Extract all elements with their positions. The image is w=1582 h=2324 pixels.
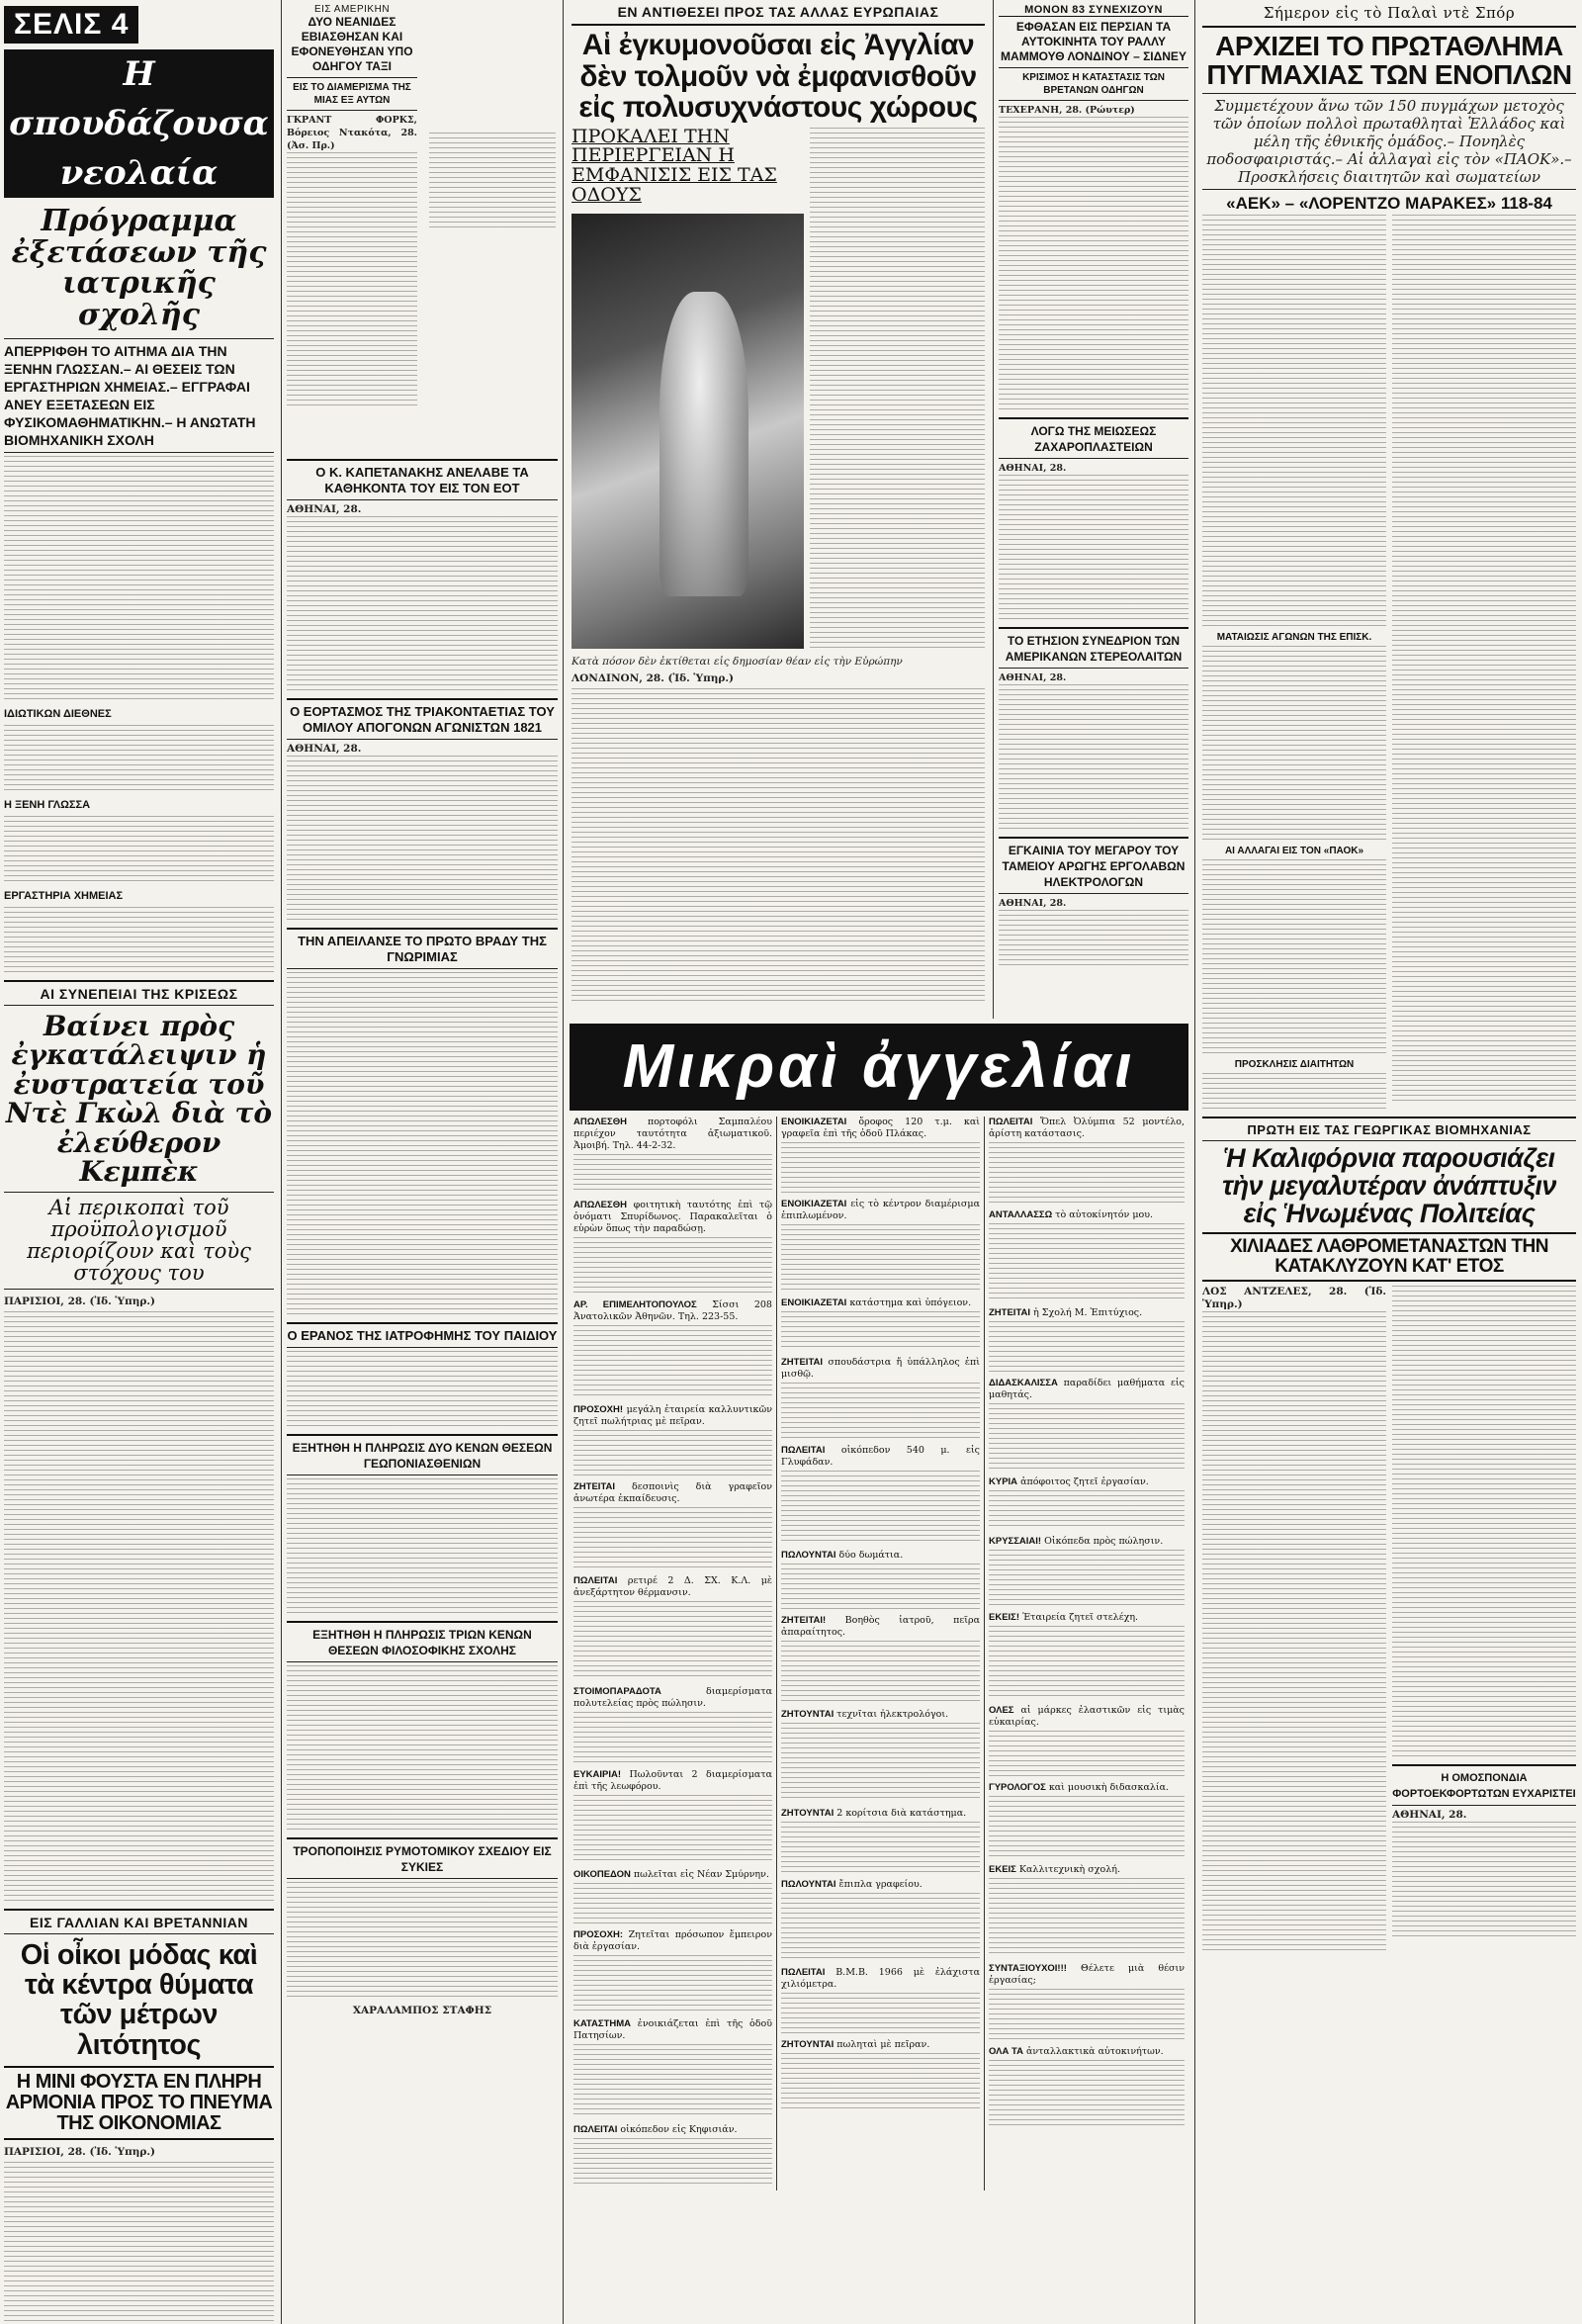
classified-ad: [573, 2018, 772, 2118]
c2-story1-kicker: ΕΙΣ ΑΜΕΡΙΚΗΝ: [313, 4, 391, 15]
classified-ad: [781, 1117, 980, 1193]
classified-ad: [989, 1782, 1185, 1858]
classified-ad-text: ἀνταλλακτικὰ αὐτοκινήτων.: [1025, 2046, 1164, 2057]
classified-ad: [781, 1199, 980, 1292]
classified-ad-head: ΑΡ. ΕΠΙΜΕΛΗΤΟΠΟΥΛΟΣ: [573, 1299, 697, 1310]
c34-subhead: ΠΡΟΚΑΛΕΙ ΤΗΝ ΠΕΡΙΕΡΓΕΙΑΝ Η ΕΜΦΑΝΙΣΙΣ ΕΙΣ ΤΑΣ ΟΔΟΥΣ: [571, 125, 777, 207]
classified-ad-head: ΖΗΤΕΙΤΑΙ: [989, 1307, 1031, 1318]
story1-subhead-3: ΕΡΓΑΣΤΗΡΙΑ ΧΗΜΕΙΑΣ: [4, 890, 124, 902]
classified-ad: [781, 1550, 980, 1609]
c6-score-label: «ΑΕΚ» – «ΛΟΡΕΝΤΖΟ ΜΑΡΑΚΕΣ» 118-84: [1226, 193, 1552, 213]
classified-ad: [573, 1299, 772, 1398]
classified-ad-text: Ὄπελ Ὀλύμπια 52 μοντέλο, ἀρίστη κατάστασις.: [989, 1117, 1185, 1139]
masthead: [4, 6, 274, 44]
c6-story2-kicker: ΠΡΩΤΗ ΕΙΣ ΤΑΣ ΓΕΩΡΓΙΚΑΣ ΒΙΟΜΗΧΑΝΙΑΣ: [1247, 1121, 1532, 1137]
classified-ad-head: ΖΗΤΕΙΤΑΙ: [781, 1357, 824, 1368]
classified-ad-head: ΑΠΩΛΕΣΘΗ: [573, 1117, 627, 1127]
classified-ad-text: παραδίδει μαθήματα εἰς μαθητάς.: [989, 1378, 1185, 1400]
classified-ad-head: ΕΝΟΙΚΙΑΖΕΤΑΙ: [781, 1199, 847, 1209]
classified-ad: [989, 1476, 1185, 1530]
classified-ad: [781, 1967, 980, 2033]
classified-ad-head: ΠΩΛΕΙΤΑΙ: [781, 1967, 826, 1978]
classified-ad-text: Βοηθὸς ἰατροῦ, πεῖρα ἀπαραίτητος.: [781, 1615, 980, 1638]
classified-ad: [989, 1864, 1185, 1957]
classified-ad-head: ΕΚΕΙΣ!: [989, 1612, 1020, 1623]
story2-body: [4, 1311, 274, 1905]
classified-ad-text: αἱ μάρκες ἐλαστικῶν εἰς τιμὰς εὐκαιρίας.: [989, 1705, 1185, 1728]
classified-ad-text: τεχνῖται ἠλεκτρολόγοι.: [836, 1709, 949, 1720]
story2-dateline: ΠΑΡΙΣΙΟΙ, 28. (Ἰδ. Ὑπηρ.): [4, 1295, 155, 1307]
classified-ad-text: εἰς τὸ κέντρον διαμέρισμα ἐπιπλωμένον.: [781, 1199, 980, 1221]
classified-ad-text: 2 κορίτσια διὰ κατάστημα.: [836, 1808, 967, 1819]
story1-subhead-2: Η ΞΕΝΗ ΓΛΩΣΣΑ: [4, 799, 91, 811]
classified-ad-head: ΠΩΛΕΙΤΑΙ: [989, 1117, 1033, 1127]
c2-story1-headline: ΔΥΟ ΝΕΑΝΙΔΕΣ ΕΒΙΑΣΘΗΣΑΝ ΚΑΙ ΕΦΟΝΕΥΘΗΣΑΝ ΥΠΟ ΟΔΗΓΟΥ ΤΑΞΙ: [291, 15, 413, 73]
c34-headline: Αἱ ἐγκυμονοῦσαι εἰς Ἀγγλίαν δὲν τολμοῦν νὰ ἐμφανισθοῦν εἰς πολυσυχνάστους χώρους: [578, 29, 978, 124]
classified-ad: [989, 1705, 1185, 1776]
classified-ad-head: ΖΗΤΕΙΤΑΙ: [573, 1481, 616, 1492]
classified-ad-text: Σίσσι 208 Ἀνατολικῶν Ἀθηνῶν. Τηλ. 223-55.: [573, 1299, 772, 1322]
classified-ad-text: ἔπιπλα γραφείου.: [838, 1879, 923, 1890]
classified-ad-head: ΚΥΡΙΑ: [989, 1476, 1018, 1487]
c5-story2-dateline: ΑΘΗΝΑΙ, 28.: [999, 463, 1067, 474]
c2-story1-dateline: ΓΚΡΑΝΤ ΦΟΡΚΣ, Βόρειος Ντακότα, 28. (Ἀσ. Πρ.): [287, 115, 417, 151]
c6-subhead-2: ΑΙ ΑΛΛΑΓΑΙ ΕΙΣ ΤΟΝ «ΠΑΟΚ»: [1224, 845, 1364, 856]
classified-ad-text: πορτοφόλι Σαμπαλέου περιέχον ταυτότητα ἀξιωματικοῦ. Ἀμοιβή. Τηλ. 44-2-32.: [573, 1117, 772, 1151]
classified-ad-text: ἡ Σχολή Μ. Ἐπιτύχιος.: [1033, 1307, 1143, 1318]
story1-body: [4, 456, 274, 703]
classifieds-column-1: [570, 1117, 777, 2190]
classified-ad: [989, 2046, 1185, 2128]
classified-ad-head: ΑΝΤΑΛΛΑΣΣΩ: [989, 1209, 1053, 1220]
classified-ad-text: Καλλιτεχνικὴ σχολή.: [1018, 1864, 1120, 1875]
classified-ad-head: ΣΥΝΤΑΞΙΟΥΧΟΙ!!!: [989, 1963, 1067, 1974]
classified-ad-head: ΠΩΛΕΙΤΑΙ: [573, 2124, 618, 2135]
classified-ad-head: ΟΛΑ ΤΑ: [989, 2046, 1023, 2057]
column-1: [0, 0, 280, 2324]
classified-ad-head: ΚΑΤΑΣΤΗΜΑ: [573, 2018, 632, 2029]
story3-headline: Οἱ οἶκοι μόδας καὶ τὰ κέντρα θύματα τῶν μέτρων λιτότητος: [20, 1938, 258, 2061]
classifieds-column-3: [985, 1117, 1188, 2190]
c34-dateline: ΛΟΝΔΙΝΟΝ, 28. (Ἰδ. Ὑπηρ.): [571, 671, 735, 684]
c34-body: [571, 688, 985, 1005]
c2-story4-headline: ΤΗΝ ΑΠΕΙΛΑΝΣΕ ΤΟ ΠΡΩΤΟ ΒΡΑΔΥ ΤΗΣ ΓΝΩΡΙΜΙΑΣ: [298, 934, 547, 964]
story1-headline: Πρόγραμμα ἐξετάσεων τῆς ιατρικῆς σχολῆς: [11, 204, 267, 332]
classified-ad-head: ΠΩΛΕΙΤΑΙ: [781, 1445, 826, 1456]
classified-ad-text: Πωλοῦνται 2 διαμερίσματα ἐπὶ τῆς λεωφόρου.: [573, 1769, 772, 1792]
c5-story3-dateline: ΑΘΗΝΑΙ, 28.: [999, 672, 1067, 683]
classified-ad-text: πωληταὶ μὲ πεῖραν.: [836, 2039, 930, 2050]
classified-ad-head: ΓΥΡΟΛΟΓΟΣ: [989, 1782, 1046, 1793]
classified-ad-head: ΠΩΛΟΥΝΤΑΙ: [781, 1879, 836, 1890]
c6-story2-subhead: ΧΙΛΙΑΔΕΣ ΛΑΘΡΟΜΕΤΑΝΑΣΤΩΝ ΤΗΝ ΚΑΤΑΚΛΥΖΟΥΝ ΚΑΤ' ΕΤΟΣ: [1202, 1232, 1576, 1282]
classified-ad: [781, 1357, 980, 1439]
classified-ad-head: ΠΡΟΣΟΧΗ!: [573, 1404, 624, 1415]
c34-kicker: ΕΝ ΑΝΤΙΘΕΣΕΙ ΠΡΟΣ ΤΑΣ ΑΛΛΑΣ ΕΥΡΩΠΑΙΑΣ: [617, 4, 939, 20]
classified-ad-text: δεσποινὶς διὰ γραφεῖον ἀνωτέρα ἐκπαίδευσις.: [573, 1481, 772, 1504]
classified-ad: [989, 1307, 1185, 1372]
story2-kicker: ΑΙ ΣΥΝΕΠΕΙΑΙ ΤΗΣ ΚΡΙΣΕΩΣ: [40, 986, 238, 1002]
story2-headline: Βαίνει πρὸς ἐγκατάλειψιν ἡ ἐυστρατεία τοῦ Ντὲ Γκὼλ διὰ τὸ ἐλεύθερον Κεμπὲκ: [5, 1010, 273, 1188]
c5-story1-headline: ΕΦΘΑΣΑΝ ΕΙΣ ΠΕΡΣΙΑΝ ΤΑ ΑΥΤΟΚΙΝΗΤΑ ΤΟΥ ΡΑΛΛΥ ΜΑΜΜΟΥΘ ΛΟΝΔΙΝΟΥ – ΣΙΔΝΕΥ: [1001, 20, 1186, 63]
classified-ad-text: πωλεῖται εἰς Νέαν Σμύρνην.: [633, 1869, 769, 1880]
classified-ad-text: σπουδάστρια ἤ ὑπάλληλος ἐπὶ μισθῷ.: [781, 1357, 980, 1380]
classified-ad-text: Οἰκόπεδα πρὸς πώλησιν.: [1044, 1536, 1164, 1547]
story1-deck: ΑΠΕΡΡΙΦΘΗ ΤΟ ΑΙΤΗΜΑ ΔΙΑ ΤΗΝ ΞΕΝΗΝ ΓΛΩΣΣΑΝ.– ΑΙ ΘΕΣΕΙΣ ΤΩΝ ΕΡΓΑΣΤΗΡΙΩΝ ΧΗΜΕΙΑΣ.– ΕΓΓΡΑΦΑΙ ΑΝΕΥ ΕΞΕΤΑΣΕΩΝ ΕΙΣ ΦΥΣΙΚΟΜΑΘΗΜΑΤΙΚΗΝ.– Η ΑΝΩΤΑΤΗ ΒΙΟΜΗΧΑΝΙΚΗ ΣΧΟΛΗ: [4, 343, 256, 448]
story2-subhead: Αἱ περικοπαὶ τοῦ προϋπολογισμοῦ περιορίζουν καὶ τοὺς στόχους του: [4, 1192, 274, 1289]
story3-body: [4, 2162, 274, 2324]
c5-story1-subhead: ΚΡΙΣΙΜΟΣ Η ΚΑΤΑΣΤΑΣΙΣ ΤΩΝ ΒΡΕΤΑΝΩΝ ΟΔΗΓΩΝ: [1022, 72, 1165, 96]
classified-ad: [989, 1536, 1185, 1606]
classified-ad: [781, 1615, 980, 1703]
c6-subhead-3: ΠΡΟΣΚΛΗΣΙΣ ΔΙΑΙΤΗΤΩΝ: [1234, 1058, 1355, 1070]
classified-ad-text: ἀπόφοιτος ζητεῖ ἐργασίαν.: [1020, 1476, 1149, 1487]
classifieds-banner: Μικραὶ ἀγγελίαι: [570, 1024, 1188, 1111]
c5-story1-dateline: ΤΕΧΕΡΑΝΗ, 28. (Ρώυτερ): [999, 105, 1135, 116]
page-number-logo: ΣΕΛΙΣ 4: [4, 6, 138, 44]
classified-ad-head: ΣΤΟΙΜΟΠΑΡΑΔΟΤΑ: [573, 1686, 661, 1697]
classified-ad: [573, 1200, 772, 1294]
c5-story4-dateline: ΑΘΗΝΑΙ, 28.: [999, 898, 1067, 909]
classified-ad-text: οἰκόπεδον εἰς Κηφισιάν.: [620, 2124, 738, 2135]
c5-story3-headline: ΤΟ ΕΤΗΣΙΟΝ ΣΥΝΕΔΡΙΟΝ ΤΩΝ ΑΜΕΡΙΚΑΝΩΝ ΣΤΕΡΕΟΛΑΙΤΩΝ: [1005, 634, 1183, 664]
c2-story8-byline: ΧΑΡΑΛΑΜΠΟΣ ΣΤΑΦΗΣ: [352, 2005, 492, 2016]
classified-ad-head: ΟΛΕΣ: [989, 1705, 1014, 1716]
classified-ad-text: ρετιρέ 2 Δ. ΣΧ. Κ.Λ. μὲ ἀνεξάρτητον θέρμανσιν.: [573, 1575, 772, 1598]
classified-ad-text: ὄροφος 120 τ.μ. καὶ γραφεῖα ἐπὶ τῆς ὁδοῦ Πλάκας.: [781, 1117, 980, 1139]
classified-ad-head: ΕΥΚΑΙΡΙΑ!: [573, 1769, 622, 1780]
c5-story4-headline: ΕΓΚΑΙΝΙΑ ΤΟΥ ΜΕΓΑΡΟΥ ΤΟΥ ΤΑΜΕΙΟΥ ΑΡΩΓΗΣ ΕΡΓΟΛΑΒΩΝ ΗΛΕΚΤΡΟΛΟΓΩΝ: [1002, 844, 1186, 889]
classified-ad-head: ΠΩΛΕΙΤΑΙ: [573, 1575, 618, 1586]
classified-ad: [989, 1612, 1185, 1699]
c6-subhead-1: ΜΑΤΑΙΩΣΙΣ ΑΓΩΝΩΝ ΤΗΣ ΕΠΙΣΚ.: [1216, 631, 1372, 643]
classified-ad-text: κατάστημα καὶ ὑπόγειον.: [849, 1297, 972, 1308]
classified-ad-head: ΖΗΤΟΥΝΤΑΙ: [781, 1808, 835, 1819]
classifieds-section: [566, 1024, 1192, 2324]
classified-ad: [781, 1808, 980, 1873]
c6-story3-dateline: ΑΘΗΝΑΙ, 28.: [1392, 1808, 1467, 1821]
classified-ad: [781, 1445, 980, 1544]
classified-ad-text: οἰκόπεδον 540 μ. εἰς Γλυφάδαν.: [781, 1445, 980, 1468]
classified-ad-text: Ζητεῖται πρόσωπον ἔμπειρον διὰ ἐργασίαν.: [573, 1929, 772, 1952]
classified-ad-text: καὶ μουσικὴ διδασκαλία.: [1048, 1782, 1170, 1793]
classified-ad-text: Ἐταιρεία ζητεῖ στελέχη.: [1022, 1612, 1139, 1623]
story1-subhead-1: ΙΔΙΩΤΙΚΩΝ ΔΙΕΘΝΕΣ: [4, 708, 112, 720]
classified-ad-head: ΕΝΟΙΚΙΑΖΕΤΑΙ: [781, 1117, 847, 1127]
story3-dateline: ΠΑΡΙΣΙΟΙ, 28. (Ἰδ. Ὑπηρ.): [4, 2146, 155, 2159]
classified-ad: [989, 1963, 1185, 2040]
classified-ad: [573, 1686, 772, 1763]
c2-story1-subhead: ΕΙΣ ΤΟ ΔΙΑΜΕΡΙΣΜΑ ΤΗΣ ΜΙΑΣ ΕΞ ΑΥΤΩΝ: [293, 82, 411, 106]
classified-ad-text: τὸ αὐτοκίνητόν μου.: [1055, 1209, 1154, 1220]
classified-ad-head: ΕΚΕΙΣ: [989, 1864, 1016, 1875]
c5-story2-headline: ΛΟΓΩ ΤΗΣ ΜΕΙΩΣΕΩΣ ΖΑΧΑΡΟΠΛΑΣΤΕΙΩΝ: [1030, 424, 1157, 454]
classified-ad: [573, 1404, 772, 1475]
classified-ad: [781, 1879, 980, 1961]
classified-ad-head: ΠΩΛΟΥΝΤΑΙ: [781, 1550, 836, 1561]
c2-story3-headline: Ο ΕΟΡΤΑΣΜΟΣ ΤΗΣ ΤΡΙΑΚΟΝΤΑΕΤΙΑΣ ΤΟΥ ΟΜΙΛΟΥ ΑΠΟΓΟΝΩΝ ΑΓΩΝΙΣΤΩΝ 1821: [290, 704, 555, 735]
c6-story3-headline: Η ΟΜΟΣΠΟΝΔΙΑ ΦΟΡΤΟΕΚΦΟΡΤΩΤΩΝ ΕΥΧΑΡΙΣΤΕΙ: [1392, 1771, 1576, 1800]
column-2-main: [283, 455, 562, 2324]
classifieds-column-2: [777, 1117, 985, 2190]
photo-caption: Κατὰ πόσον δὲν ἐκτίθεται εἰς δημοσίαν θέαν εἰς τὴν Εὐρώπην: [571, 655, 903, 668]
c2-story2-headline: Ο Κ. ΚΑΠΕΤΑΝΑΚΗΣ ΑΝΕΛΑΒΕ ΤΑ ΚΑΘΗΚΟΝΤΑ ΤΟΥ ΕΙΣ ΤΟΝ ΕΟΤ: [315, 465, 529, 495]
c2-story5-headline: Ο ΕΡΑΝΟΣ ΤΗΣ ΙΑΤΡΟΦΗΜΗΣ ΤΟΥ ΠΑΙΔΙΟΥ: [287, 1328, 558, 1343]
section-banner: Η σπουδάζουσα νεολαία: [4, 49, 274, 198]
classified-ad-head: ΖΗΤΟΥΝΤΑΙ: [781, 2039, 835, 2050]
classified-ad-head: ΕΝΟΙΚΙΑΖΕΤΑΙ: [781, 1297, 847, 1308]
classified-ad: [781, 1709, 980, 1802]
c6-story1-deck: Συμμετέχουν ἄνω τῶν 150 πυγμάχων μετοχὸς τῶν ὁποίων πολλοὶ πρωταθληταὶ Ἑλλάδος καὶ μέλη τῆς ἐθνικῆς ὁμάδος.– Πονηλὲς ποδοσφαιριστάς.– Αἱ ἀλλαγαὶ εἰς τὸν «ΠΑΟΚ».– Προσκλήσεις διαιτητῶν καὶ σωματείων: [1206, 96, 1572, 186]
column-3-4: [566, 0, 991, 1019]
c6-story2-headline: Ἡ Καλιφόρνια παρουσιάζει τὴν μεγαλυτέραν ἀνάπτυξιν εἰς Ἡνωμένας Πολιτείας: [1222, 1142, 1556, 1229]
classified-ad-head: ΠΡΟΣΟΧΗ:: [573, 1929, 624, 1940]
column-5: [995, 0, 1192, 1019]
classified-ad-head: ΖΗΤΕΙΤΑΙ!: [781, 1615, 827, 1626]
c6-story2-dateline: ΛΟΣ ΑΝΤΖΕΛΕΣ, 28. (Ἰδ. Ὑπηρ.): [1202, 1285, 1386, 1310]
classified-ad: [573, 1575, 772, 1680]
classified-ad-text: μεγάλη ἐταιρεία καλλυντικῶν ζητεῖ πωλήτριας μὲ πεῖραν.: [573, 1404, 772, 1427]
pregnant-woman-photo: [571, 214, 804, 649]
c6-kicker: Σήμερον εἰς τὸ Παλαὶ ντὲ Σπόρ: [1263, 4, 1516, 22]
classified-ad: [989, 1209, 1185, 1301]
classified-ad: [989, 1378, 1185, 1471]
c5-kicker: ΜΟΝΟΝ 83 ΣΥΝΕΧΙΖΟΥΝ: [999, 4, 1188, 17]
classified-ad-head: ΔΙΔΑΣΚΑΛΙΣΣΑ: [989, 1378, 1058, 1388]
classified-ad: [573, 1481, 772, 1569]
classified-ad: [573, 1869, 772, 1923]
classified-ad-head: ΑΠΩΛΕΣΘΗ: [573, 1200, 627, 1210]
c2-story8-headline: ΤΡΟΠΟΠΟΙΗΣΙΣ ΡΥΜΟΤΟΜΙΚΟΥ ΣΧΕΔΙΟΥ ΕΙΣ ΣΥΚΙΕΣ: [293, 1844, 552, 1874]
classified-ad-text: Β.Μ.Β. 1966 μὲ ἐλάχιστα χιλιόμετρα.: [781, 1967, 980, 1990]
c2-story2-dateline: ΑΘΗΝΑΙ, 28.: [287, 503, 362, 515]
c2-story7-headline: ΕΞΗΤΗΘΗ Η ΠΛΗΡΩΣΙΣ ΤΡΙΩΝ ΚΕΝΩΝ ΘΕΣΕΩΝ ΦΙΛΟΣΟΦΙΚΗΣ ΣΧΟΛΗΣ: [312, 1628, 532, 1657]
classified-ad-text: ἐνοικιάζεται ἐπὶ τῆς ὁδοῦ Πατησίων.: [573, 2018, 772, 2041]
classified-ad-head: ΟΙΚΟΠΕΔΟΝ: [573, 1869, 631, 1880]
column-6: [1196, 0, 1582, 2324]
classified-ad: [781, 2039, 980, 2110]
classified-ad-text: Θέλετε μιὰ θέσιν ἐργασίας;: [989, 1963, 1185, 1986]
classified-ad: [781, 1297, 980, 1351]
story3-kicker: ΕΙΣ ΓΑΛΛΙΑΝ ΚΑΙ ΒΡΕΤΑΝΝΙΑΝ: [30, 1914, 248, 1930]
c6-story1-headline: ΑΡΧΙΖΕΙ ΤΟ ΠΡΩΤΑΘΛΗΜΑ ΠΥΓΜΑΧΙΑΣ ΤΩΝ ΕΝΟΠΛΩΝ: [1206, 31, 1572, 91]
c2-story3-dateline: ΑΘΗΝΑΙ, 28.: [287, 743, 362, 755]
classified-ad-text: διαμερίσματα πολυτελείας πρὸς πώλησιν.: [573, 1686, 772, 1709]
classified-ad: [573, 1769, 772, 1863]
classified-ad-text: δύο δωμάτια.: [838, 1550, 904, 1561]
classified-ad-text: φοιτητικὴ ταυτότης ἐπὶ τῷ ὀνόματι Σπυρίδωνος. Παρακαλεῖται ὁ εὑρὼν ὅπως τὴν παραδώσῃ.: [573, 1200, 772, 1234]
classified-ad: [573, 2124, 772, 2185]
classified-ad: [989, 1117, 1185, 1204]
story3-subhead: Η ΜΙΝΙ ΦΟΥΣΤΑ ΕΝ ΠΛΗΡΗ ΑΡΜΟΝΙΑ ΠΡΟΣ ΤΟ ΠΝΕΥΜΑ ΤΗΣ ΟΙΚΟΝΟΜΙΑΣ: [4, 2066, 274, 2140]
c2-story6-headline: ΕΞΗΤΗΘΗ Η ΠΛΗΡΩΣΙΣ ΔΥΟ ΚΕΝΩΝ ΘΕΣΕΩΝ ΓΕΩΠΟΝΙΑΣΘΕΝΙΩΝ: [292, 1441, 553, 1471]
classified-ad: [573, 1117, 772, 1194]
classified-ad: [573, 1929, 772, 2012]
classified-ad-head: ΚΡΥΣΣΑΙΑΙ!: [989, 1536, 1042, 1547]
classified-ad-head: ΖΗΤΟΥΝΤΑΙ: [781, 1709, 835, 1720]
